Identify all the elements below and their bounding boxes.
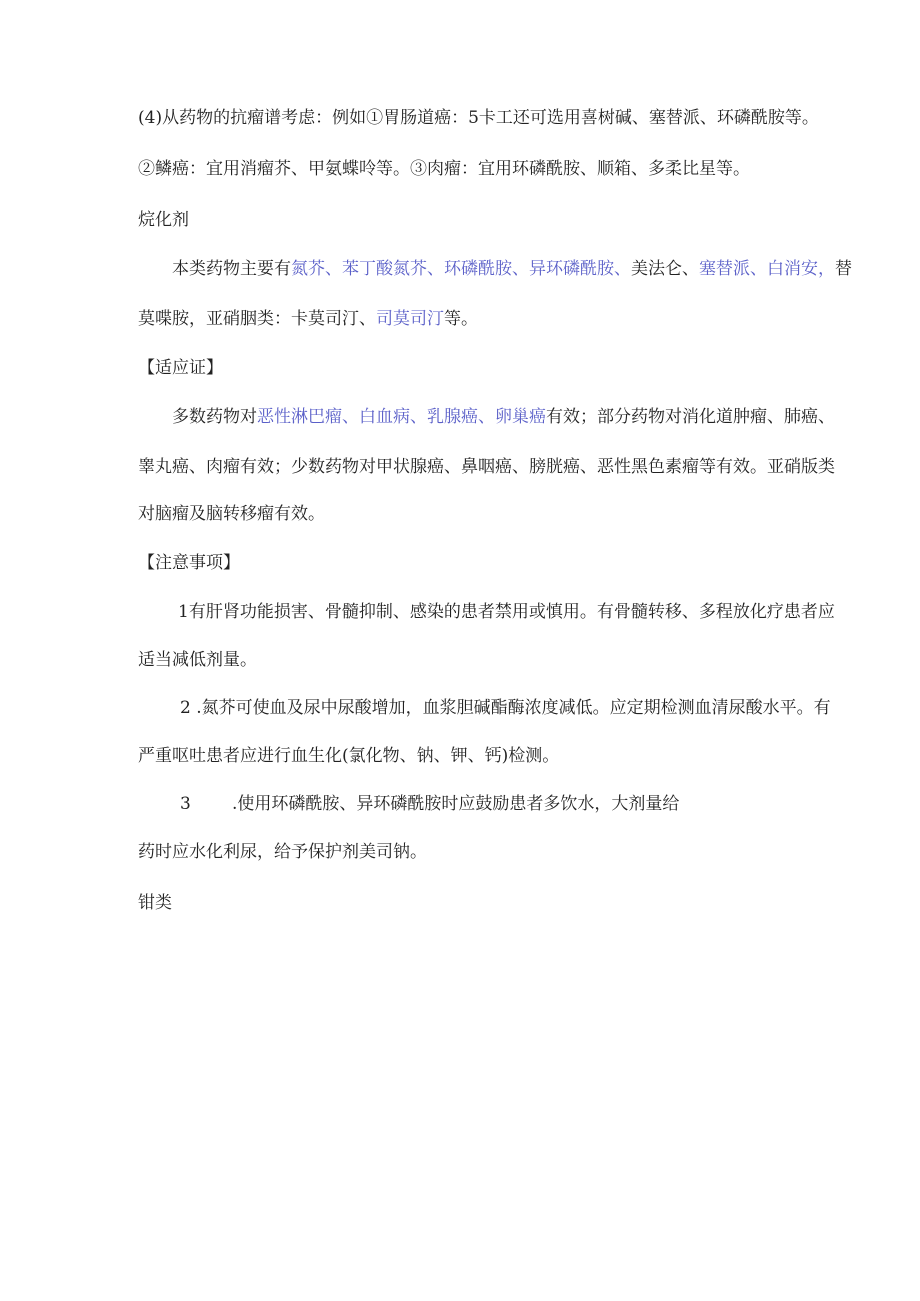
note2-line1: 2 .氮芥可使血及尿中尿酸增加，血浆胆碱酯酶浓度减低。应定期检测血清尿酸水平。有 — [180, 698, 831, 718]
p2-drug-link-semustine[interactable]: 司莫司汀 — [376, 309, 444, 329]
heading-platinum: 钳类 — [138, 893, 172, 913]
p2-drug-link-group2[interactable]: 塞替派、白消安， — [699, 259, 835, 279]
p2-text-e: 替 — [835, 259, 852, 279]
p3-text-c: 有效；部分药物对消化道肿瘤、肺癌、 — [546, 407, 835, 427]
note3-number: 3 — [180, 794, 191, 814]
heading-precautions: 【注意事项】 — [138, 553, 240, 573]
heading-alkylating-agents: 烷化剂 — [138, 210, 189, 230]
p3-line1 — [172, 405, 835, 429]
p1-line2: ②鳞癌：宜用消瘤芥、甲氨蝶呤等。③肉瘤：宜用环磷酰胺、顺箱、多柔比星等。 — [138, 159, 750, 179]
heading-indications: 【适应证】 — [138, 358, 223, 378]
p2-drug-link-group1[interactable]: 氮芥、苯丁酸氮芥、环磷酰胺、异环磷酰胺、 — [291, 259, 631, 279]
p2-text-c: 美法仑、 — [631, 259, 699, 279]
note1-line2: 适当减低剂量。 — [138, 650, 257, 670]
p3-line3: 对脑瘤及脑转移瘤有效。 — [138, 504, 325, 524]
p2-text-a: 本类药物主要有 — [172, 259, 291, 279]
p3-disease-links[interactable]: 恶性淋巴瘤、白血病、乳腺癌、卵巢癌 — [257, 407, 546, 427]
p3-line2: 睾丸癌、肉瘤有效；少数药物对甲状腺癌、鼻咽癌、膀胱癌、恶性黑色素瘤等有效。亚硝版类 — [138, 457, 835, 477]
p2-text-h: 等。 — [444, 309, 478, 329]
p3-text-a: 多数药物对 — [172, 407, 257, 427]
p2-text-f: 莫喋胺，亚硝胭类：卡莫司汀、 — [138, 309, 376, 329]
p2-line2 — [138, 307, 478, 331]
note2-line2: 严重呕吐患者应进行血生化(氯化物、钠、钾、钙)检测。 — [138, 746, 560, 766]
p2-line1 — [172, 257, 852, 281]
note3-line2: 药时应水化利尿，给予保护剂美司钠。 — [138, 842, 427, 862]
p1-line1: (4)从药物的抗瘤谱考虑：例如①胃肠道癌：5卡工还可选用喜树碱、塞替派、环磷酰胺等。 — [138, 108, 819, 128]
note1-line1: 1有肝肾功能损害、骨髓抑制、感染的患者禁用或慎用。有骨髓转移、多程放化疗患者应 — [178, 602, 835, 622]
note3-line1: .使用环磷酰胺、异环磷酰胺时应鼓励患者多饮水，大剂量给 — [232, 794, 680, 814]
